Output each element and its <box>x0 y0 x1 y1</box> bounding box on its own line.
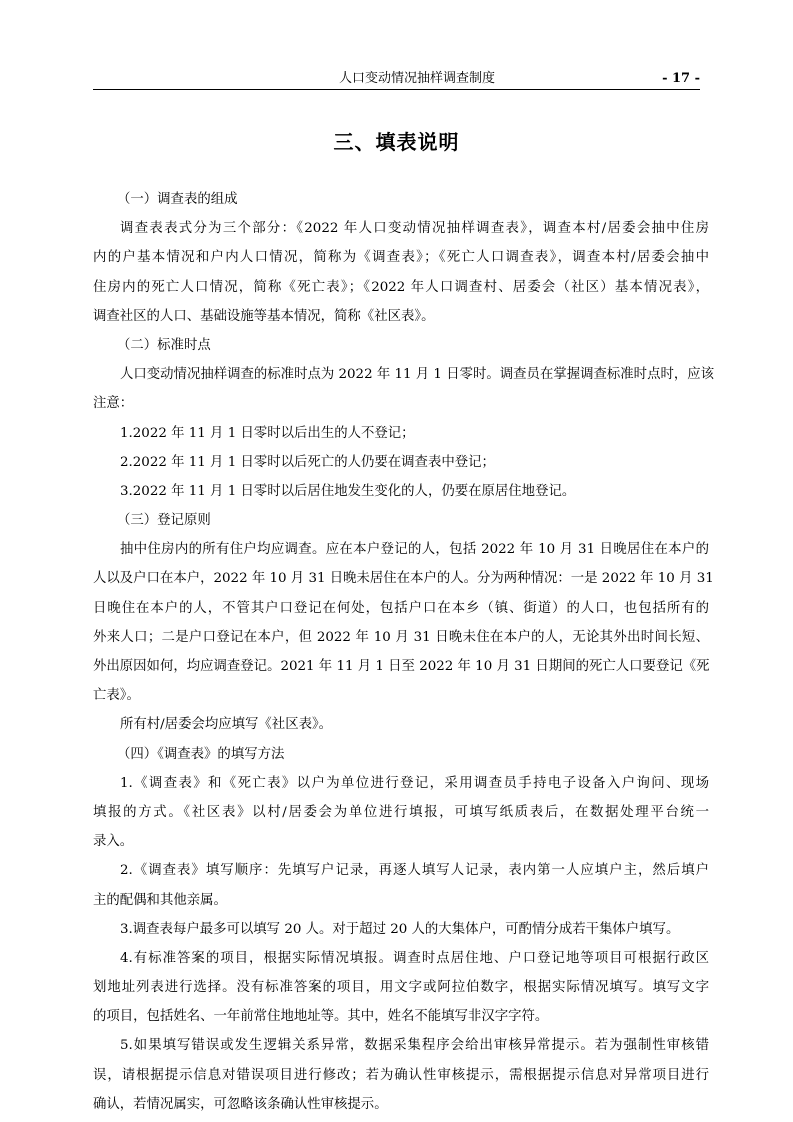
paragraph-line: 抽中住房内的所有住户均应调查。应在本户登记的人，包括 2022 年 10 月 31 日晚居住在本户的 <box>120 542 709 558</box>
paragraph-line: 划地址列表进行选择。没有标准答案的项目，用文字或阿拉伯数字，根据实际情况填写。填写文字 <box>93 980 709 996</box>
paragraph-line: 调查社区的人口、基础设施等基本情况，简称《社区表》。 <box>93 308 435 324</box>
list-item: 2.《调查表》填写顺序：先填写户记录，再逐人填写人记录，表内第一人应填户主，然后填户 <box>120 863 709 879</box>
paragraph-line: 填报的方式。《社区表》以村/居委会为单位进行填报，可填写纸质表后，在数据处理平台统一 <box>93 804 709 820</box>
paragraph-line: 确认，若情况属实，可忽略该条确认性审核提示。 <box>93 1096 388 1112</box>
paragraph-line: 注意： <box>93 396 134 412</box>
subsection-heading: （三）登记原则 <box>117 513 211 529</box>
header-title: 人口变动情况抽样调查制度 <box>339 71 496 86</box>
paragraph-line: 主的配偶和其他亲属。 <box>93 892 227 908</box>
list-item: 3.2022 年 11 月 1 日零时以后居住地发生变化的人，仍要在原居住地登记。 <box>120 483 576 499</box>
paragraph-line: 日晚住在本户的人，不管其户口登记在何处，包括户口在本乡（镇、街道）的人口，也包括所有的 <box>93 600 709 616</box>
document-body <box>93 185 715 1119</box>
header-rule <box>93 89 700 90</box>
paragraph-line: 所有村/居委会均应填写《社区表》。 <box>120 717 333 733</box>
paragraph-line: 人口变动情况抽样调查的标准时点为 2022 年 11 月 1 日零时。调查员在掌握调查标准时点时，应该 <box>120 367 715 383</box>
paragraph-line: 录入。 <box>93 834 134 850</box>
section-title: 三、填表说明 <box>333 130 460 154</box>
subsection-heading: （四）《调查表》的填写方法 <box>117 746 285 762</box>
paragraph-line: 住房内的死亡人口情况，简称《死亡表》；《2022 年人口调查村、居委会（社区）基本情况表》， <box>93 279 709 295</box>
paragraph-line: 的项目，包括姓名、一年前常住地地址等。其中，姓名不能填写非汉字字符。 <box>93 1009 549 1025</box>
paragraph-line: 误，请根据提示信息对错误项目进行修改；若为确认性审核提示，需根据提示信息对异常项目进行 <box>93 1067 709 1083</box>
paragraph-line: 亡表》。 <box>93 688 140 704</box>
subsection-heading: （一）调查表的组成 <box>117 192 238 207</box>
paragraph-line: 内的户基本情况和户内人口情况，简称为《调查表》；《死亡人口调查表》，调查本村/居委会抽中 <box>93 250 709 266</box>
list-item: 1.2022 年 11 月 1 日零时以后出生的人不登记； <box>120 425 415 441</box>
page-number: - 17 - <box>662 71 700 86</box>
subsection-heading: （二）标准时点 <box>117 337 211 353</box>
list-item: 1.《调查表》和《死亡表》以户为单位进行登记，采用调查员手持电子设备入户询问、现场 <box>120 775 709 791</box>
list-item: 2.2022 年 11 月 1 日零时以后死亡的人仍要在调查表中登记； <box>120 454 495 470</box>
list-item: 4.有标准答案的项目，根据实际情况填报。调查时点居住地、户口登记地等项目可根据行政区 <box>120 950 709 966</box>
page-header <box>93 70 700 92</box>
list-item: 5.如果填写错误或发生逻辑关系异常，数据采集程序会给出审核异常提示。若为强制性审核错 <box>120 1038 709 1054</box>
paragraph-line: 外出原因如何，均应调查登记。2021 年 11 月 1 日至 2022 年 10 月 31 日期间的死亡人口要登记《死 <box>93 659 710 674</box>
paragraph-line: 人以及户口在本户，2022 年 10 月 31 日晚未居住在本户的人。分为两种情况：一是 2022 年 10 月 31 <box>93 571 714 587</box>
paragraph-line: 调查表表式分为三个部分：《2022 年人口变动情况抽样调查表》，调查本村/居委会抽中住房 <box>120 221 709 237</box>
paragraph-line: 外来人口；二是户口登记在本户，但 2022 年 10 月 31 日晚未住在本户的人，无论其外出时间长短、 <box>93 629 709 645</box>
list-item: 3.调查表每户最多可以填写 20 人。对于超过 20 人的大集体户，可酌情分成若干集体户填写。 <box>120 921 680 937</box>
